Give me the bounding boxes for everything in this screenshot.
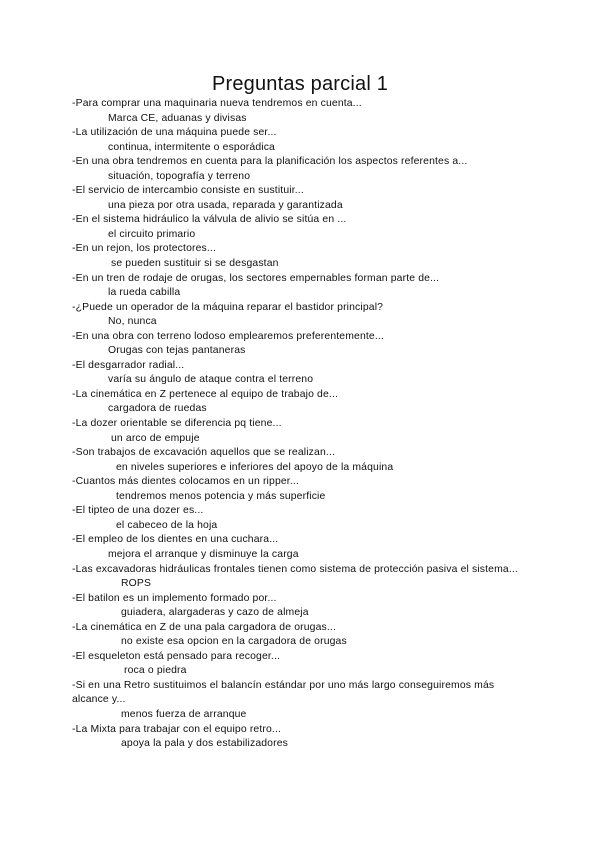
answer-text: Marca CE, aduanas y divisas <box>108 112 247 124</box>
question-text: -El desgarrador radial... <box>72 359 185 371</box>
question-list <box>72 97 532 752</box>
question-text: -Para comprar una maquinaria nueva tendremos en cuenta... <box>72 98 362 109</box>
question-text: -La utilización de una máquina puede ser... <box>72 127 277 139</box>
answer-text: tendremos menos potencia y más superficie <box>116 490 326 502</box>
answer-text: roca o piedra <box>124 665 187 677</box>
question-text: -El esqueleton está pensado para recoger... <box>72 650 281 662</box>
question-text: -La cinemática en Z de una pala cargadora de orugas... <box>72 621 336 633</box>
answer-text: en niveles superiores e inferiores del apoyo de la máquina <box>116 461 394 473</box>
question-text: -El servicio de intercambio consiste en sustituir... <box>72 185 304 197</box>
answer-text: continua, intermitente o esporádica <box>108 141 275 153</box>
question-text: -El batilon es un implemento formado por... <box>72 592 277 604</box>
question-text: -¿Puede un operador de la máquina reparar el bastidor principal? <box>72 301 384 313</box>
answer-text: varía su ángulo de ataque contra el terreno <box>108 374 314 386</box>
answer-text: Orugas con tejas pantaneras <box>108 345 246 357</box>
answer-text: no existe esa opcion en la cargadora de orugas <box>121 636 347 648</box>
question-text: -En el sistema hidráulico la válvula de alivio se sitúa en ... <box>72 214 347 226</box>
question-text: -Si en una Retro sustituimos el balancín estándar por uno más largo conseguiremos más alcance y... <box>72 679 495 706</box>
answer-text: un arco de empuje <box>111 432 200 444</box>
answer-text: menos fuerza de arranque <box>121 708 247 720</box>
answer-text: No, nunca <box>108 316 157 328</box>
answer-text: guiadera, alargaderas y cazo de almeja <box>121 607 309 619</box>
question-text: -La Mixta para trabajar con el equipo retro... <box>72 723 282 735</box>
answer-text: situación, topografía y terreno <box>108 170 251 182</box>
answer-text: la rueda cabilla <box>108 287 181 299</box>
question-text: -Son trabajos de excavación aquellos que se realizan... <box>72 447 335 459</box>
question-text: -En una obra tendremos en cuenta para la planificación los aspectos referentes a... <box>72 156 468 168</box>
question-text: -El tipteo de una dozer es... <box>72 505 204 517</box>
answer-text: cargadora de ruedas <box>108 403 207 415</box>
question-text: -Las excavadoras hidráulicas frontales tienen como sistema de protección pasiva el sistema... <box>72 563 518 575</box>
answer-text: ROPS <box>121 578 152 590</box>
question-text: -Cuantos más dientes colocamos en un ripper... <box>72 476 299 488</box>
answer-text: el circuito primario <box>108 228 196 240</box>
question-text: -El empleo de los dientes en una cuchara... <box>72 534 279 546</box>
question-text: -En una obra con terreno lodoso emplearemos preferentemente... <box>72 330 384 342</box>
answer-text: una pieza por otra usada, reparada y garantizada <box>108 199 343 211</box>
question-text: -En un rejon, los protectores... <box>72 243 216 255</box>
answer-text: el cabeceo de la hoja <box>116 519 218 531</box>
answer-text: se pueden sustituir si se desgastan <box>111 258 279 270</box>
question-text: -La dozer orientable se diferencia pq tiene... <box>72 418 282 430</box>
question-text: -En un tren de rodaje de orugas, los sectores empernables forman parte de... <box>72 272 440 284</box>
question-text: -La cinemática en Z pertenece al equipo de trabajo de... <box>72 388 339 400</box>
page-title: Preguntas parcial 1 <box>211 73 389 95</box>
answer-text: mejora el arranque y disminuye la carga <box>108 548 299 560</box>
answer-text: apoya la pala y dos estabilizadores <box>121 738 288 750</box>
